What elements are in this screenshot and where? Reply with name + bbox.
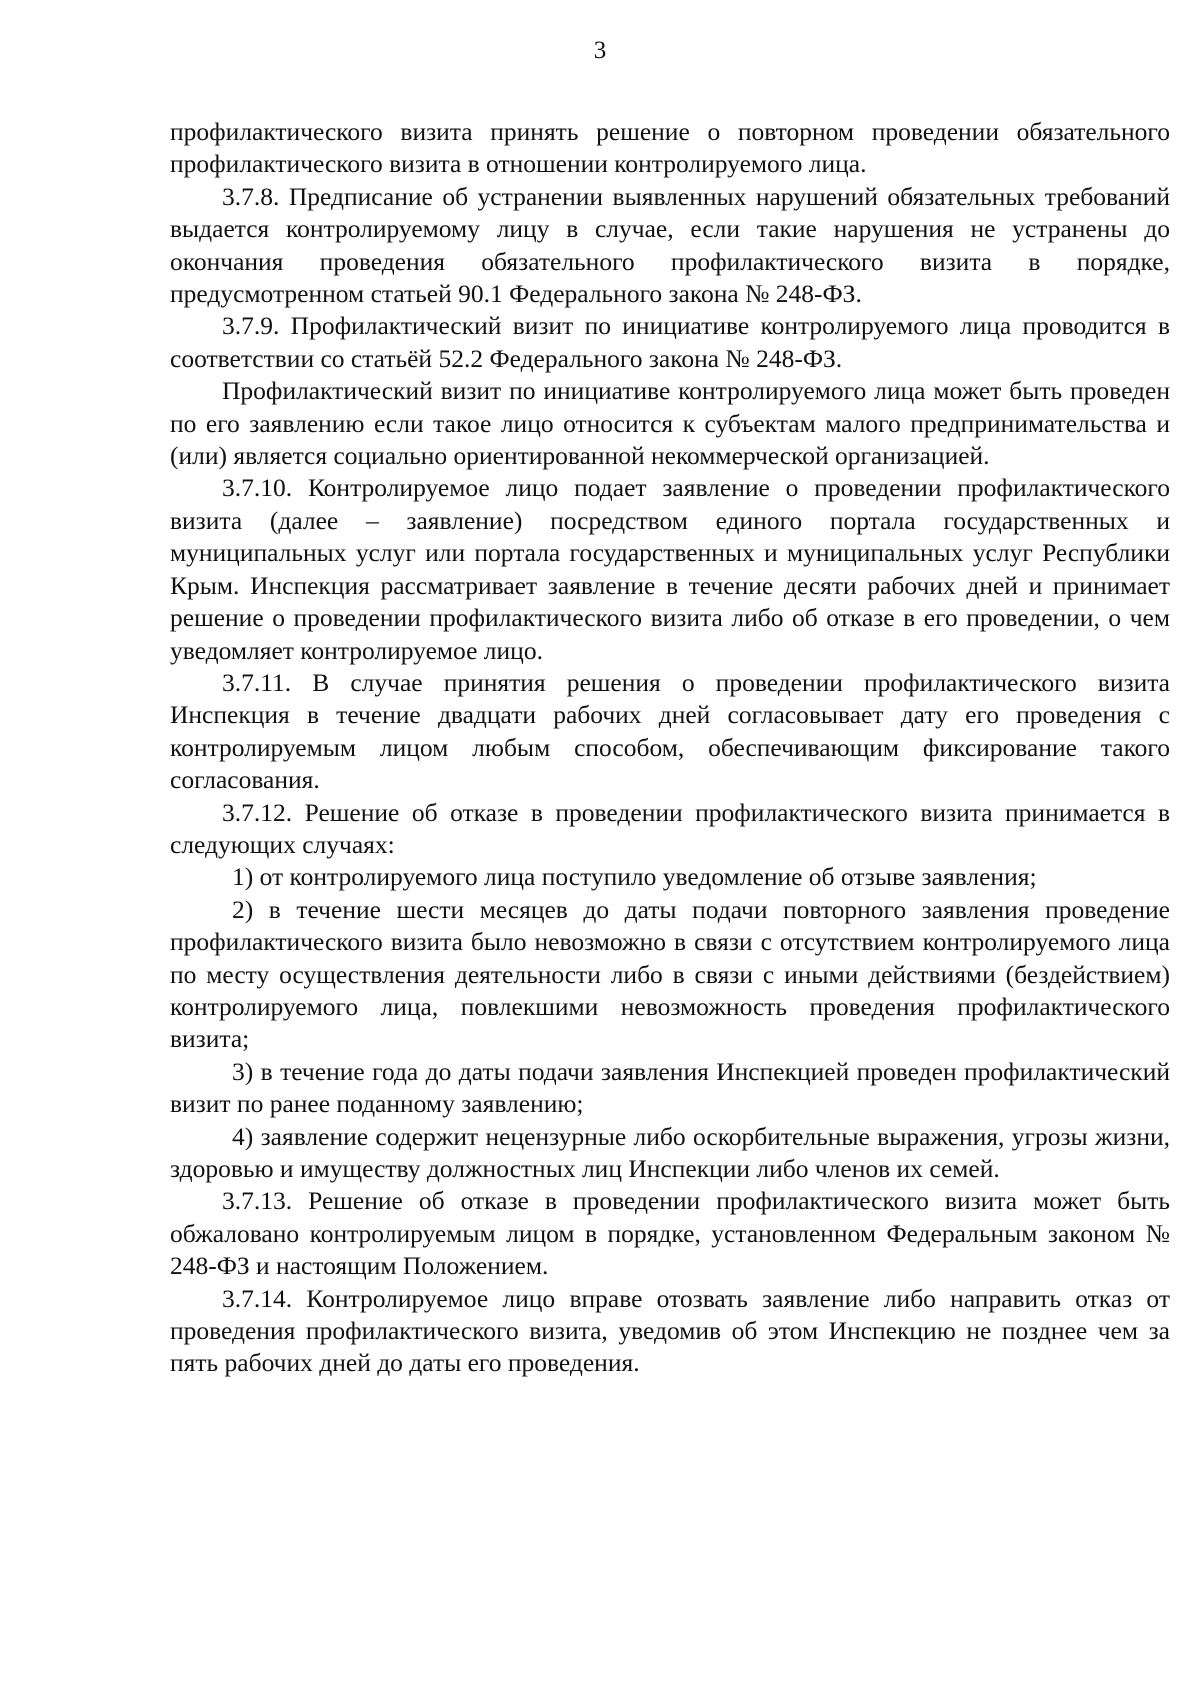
list-item-1: 1) от контролируемого лица поступило уведомление об отзыве заявления; (232, 862, 1037, 892)
document-body (170, 116, 1170, 1380)
paragraph-3-7-13: 3.7.13. Решение об отказе в проведении профилактического визита может быть обжаловано контролируемым лицом в порядке, установленном Федеральным законом № 248-ФЗ и настоящим Положением. (170, 1186, 1170, 1281)
paragraph-3-7-9: 3.7.9. Профилактический визит по инициативе контролируемого лица проводится в соответствии со статьёй 52.2 Федерального закона № 248-ФЗ. (170, 311, 1170, 373)
list-item-3: 3) в течение года до даты подачи заявления Инспекцией проведен профилактический визит по ранее поданному заявлению; (170, 1056, 1170, 1119)
list-item-4: 4) заявление содержит нецензурные либо оскорбительные выражения, угрозы жизни, здоровью и имуществу должностных лиц Инспекции либо членов их семей. (170, 1121, 1170, 1183)
paragraph-3-7-12: 3.7.12. Решение об отказе в проведении профилактического визита принимается в следующих случаях: (170, 797, 1170, 859)
paragraph-3-7-11: 3.7.11. В случае принятия решения о проведении профилактического визита Инспекция в течение двадцати рабочих дней согласовывает дату его проведения с контролируемым лицом любым способом, обеспечивающим фиксирование такого согласования. (170, 667, 1170, 795)
paragraph-continuation: профилактического визита принять решение о повторном проведении обязательного профилактического визита в отношении контролируемого лица. (170, 117, 1170, 179)
page-number: 3 (593, 37, 607, 64)
paragraph-3-7-8: 3.7.8. Предписание об устранении выявленных нарушений обязательных требований выдается контролируемому лицу в случае, если такие нарушения не устранены до окончания проведения обязательного профилактического визита в порядке, предусмотренном статьей 90.1 Федерального закона № 248-ФЗ. (170, 181, 1170, 309)
list-item-2: 2) в течение шести месяцев до даты подачи повторного заявления проведение профилактического визита было невозможно в связи с отсутствием контролируемого лица по месту осуществления деятельности либо в связи с иными действиями (бездействием) контролируемого лица, повлекшими невозможность проведения профилактического визита; (170, 894, 1170, 1054)
paragraph-3-7-14: 3.7.14. Контролируемое лицо вправе отозвать заявление либо направить отказ от проведения профилактического визита, уведомив об этом Инспекцию не позднее чем за пять рабочих дней до даты его проведения. (170, 1283, 1170, 1378)
paragraph-initiative-visit: Профилактический визит по инициативе контролируемого лица может быть проведен по его заявлению если такое лицо относится к субъектам малого предпринимательства и (или) является социально ориентированной некоммерческой организацией. (170, 376, 1170, 471)
paragraph-3-7-10: 3.7.10. Контролируемое лицо подает заявление о проведении профилактического визита (далее – заявление) посредством единого портала государственных и муниципальных услуг или портала государственных и муниципальных услуг Республики Крым. Инспекция рассматривает заявление в течение десяти рабочих дней и принимает решение о проведении профилактического визита либо об отказе в его проведении, о чем уведомляет контролируемое лицо. (170, 473, 1170, 665)
